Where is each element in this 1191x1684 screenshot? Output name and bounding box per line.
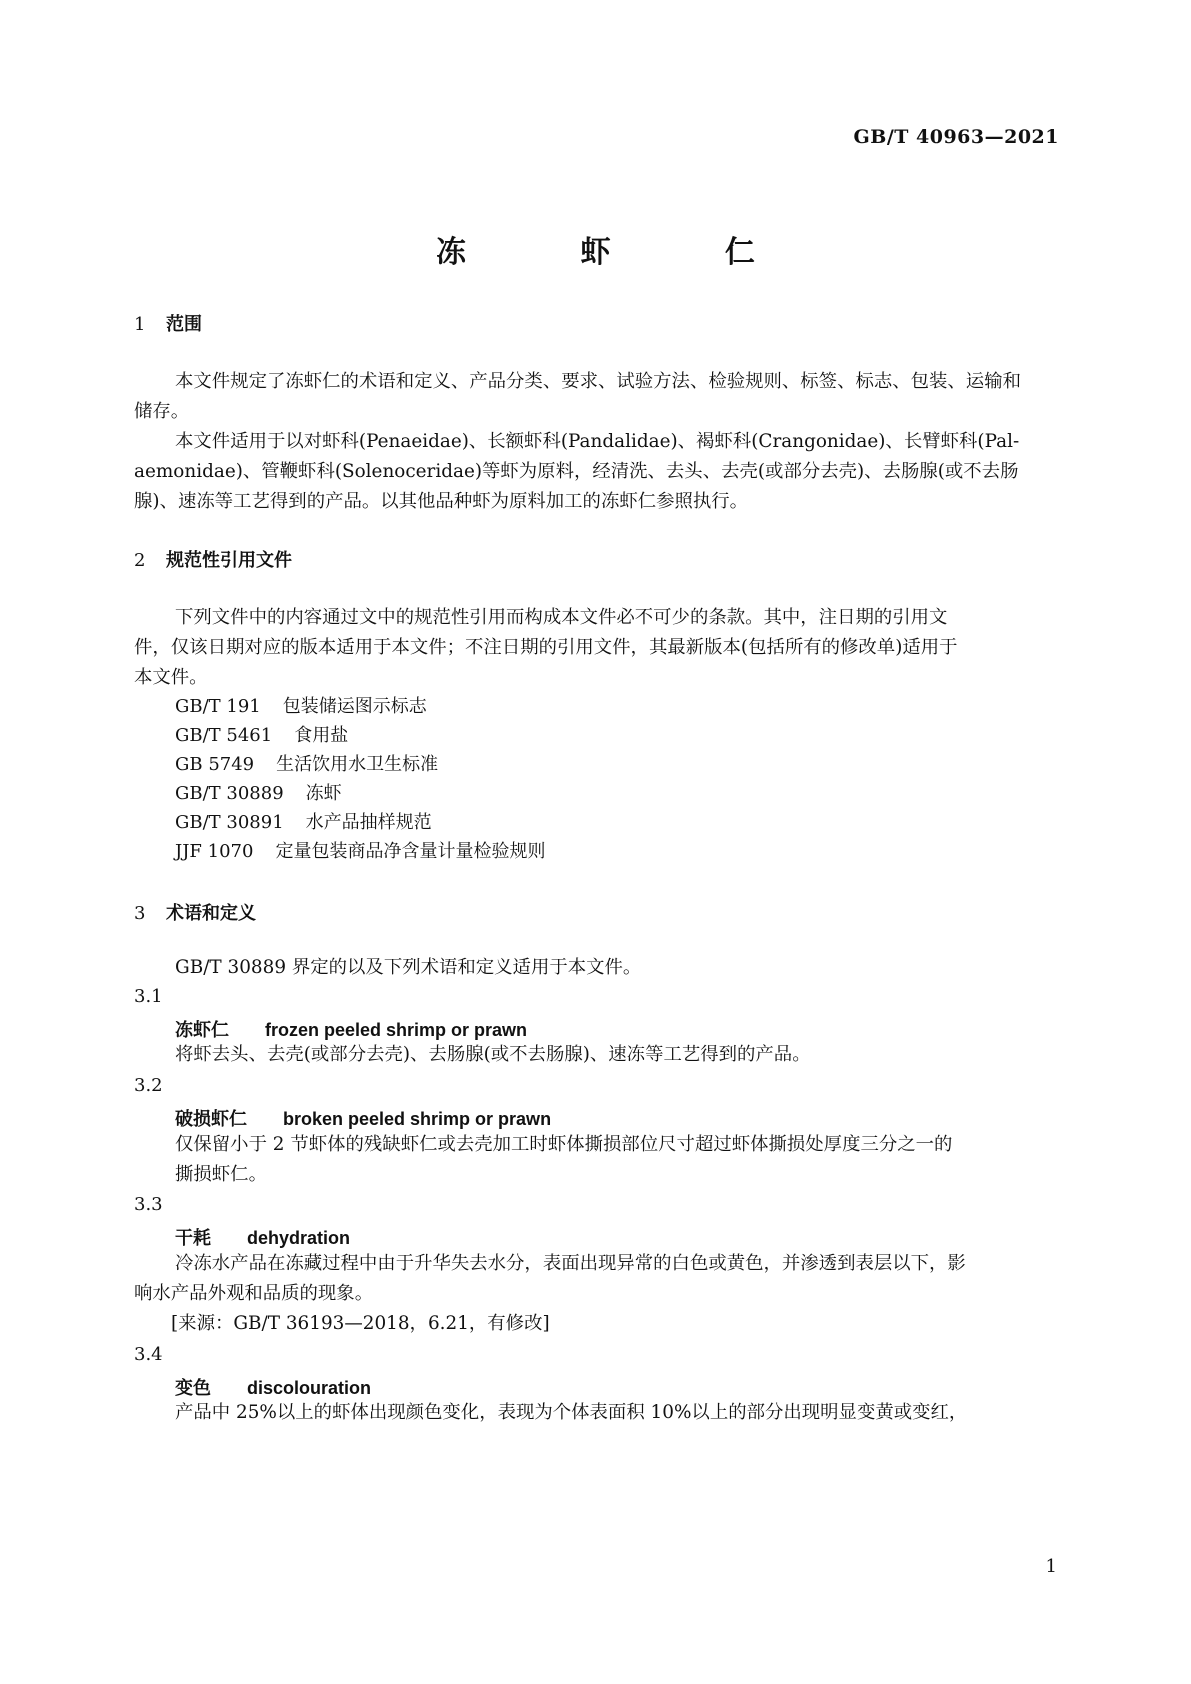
- term-en: frozen peeled shrimp or prawn: [265, 1020, 528, 1040]
- reference-code: GB/T 30889: [175, 783, 284, 804]
- reference-code: GB/T 30891: [175, 812, 284, 833]
- section-number: 2: [134, 550, 146, 571]
- section-title: 规范性引用文件: [166, 550, 292, 571]
- section-number: 1: [134, 314, 146, 335]
- reference-title: 冻虾: [305, 783, 342, 804]
- reference-title: 生活饮用水卫生标准: [276, 754, 439, 775]
- reference-title: 包装储运图示标志: [282, 696, 427, 717]
- term-zh: 变色: [175, 1378, 211, 1399]
- paragraph: 本文件适用于以对虾科(Penaeidae)、长额虾科(Pandalidae)、褐虾科(Crangonidae)、长臂虾科(Pal-: [175, 431, 1020, 452]
- reference-item: [175, 750, 438, 776]
- term-definition: 将虾去头、去壳(或部分去壳)、去肠腺(或不去肠腺)、速冻等工艺得到的产品。: [175, 1044, 811, 1065]
- reference-title: 水产品抽样规范: [305, 812, 432, 833]
- section-1-heading: [134, 310, 202, 336]
- section-title: 范围: [166, 314, 202, 335]
- reference-title: 定量包装商品净含量计量检验规则: [275, 841, 546, 862]
- reference-item: [175, 721, 348, 747]
- term-en: dehydration: [247, 1228, 351, 1248]
- term-number: 3.2: [134, 1075, 163, 1096]
- section-title: 术语和定义: [166, 903, 256, 924]
- term-definition: 撕损虾仁。: [175, 1164, 267, 1185]
- reference-code: GB/T 5461: [175, 725, 273, 746]
- paragraph: aemonidae)、管鞭虾科(Solenoceridae)等虾为原料，经清洗、去头、去壳(或部分去壳)、去肠腺(或不去肠: [134, 461, 1019, 482]
- term-definition: 冷冻水产品在冻藏过程中由于升华失去水分，表面出现异常的白色或黄色，并渗透到表层以下，影: [175, 1253, 966, 1274]
- reference-item: [175, 692, 427, 718]
- reference-item: [175, 779, 342, 805]
- paragraph: 件，仅该日期对应的版本适用于本文件；不注日期的引用文件，其最新版本(包括所有的修改单)适用于: [134, 637, 958, 658]
- term-number: 3.1: [134, 986, 163, 1007]
- reference-item: [175, 808, 432, 834]
- reference-code: GB/T 191: [175, 696, 261, 717]
- reference-item: [175, 837, 545, 863]
- term-heading: [175, 1105, 551, 1131]
- term-number: 3.3: [134, 1194, 163, 1215]
- term-zh: 破损虾仁: [175, 1109, 247, 1130]
- standard-code: GB/T 40963—2021: [853, 126, 1059, 148]
- reference-code: JJF 1070: [175, 841, 254, 862]
- section-2-heading: [134, 546, 292, 572]
- term-definition: 响水产品外观和品质的现象。: [134, 1283, 374, 1304]
- term-definition: 仅保留小于 2 节虾体的残缺虾仁或去壳加工时虾体撕损部位尺寸超过虾体撕损处厚度三分之一的: [175, 1134, 953, 1155]
- term-definition: 产品中 25%以上的虾体出现颜色变化，表现为个体表面积 10%以上的部分出现明显变黄或变红，: [175, 1402, 968, 1423]
- term-zh: 干耗: [175, 1228, 211, 1249]
- term-heading: [175, 1224, 350, 1250]
- paragraph: 腺)、速冻等工艺得到的产品。以其他品种虾为原料加工的冻虾仁参照执行。: [134, 491, 749, 512]
- paragraph: 本文件规定了冻虾仁的术语和定义、产品分类、要求、试验方法、检验规则、标签、标志、包装、运输和: [175, 371, 1021, 392]
- reference-code: GB 5749: [175, 754, 255, 775]
- paragraph: 本文件。: [134, 667, 208, 688]
- page-number: 1: [1045, 1556, 1057, 1577]
- section-number: 3: [134, 903, 146, 924]
- paragraph: GB/T 30889 界定的以及下列术语和定义适用于本文件。: [175, 957, 642, 978]
- term-source: [来源：GB/T 36193—2018，6.21，有修改]: [171, 1313, 550, 1334]
- paragraph: 下列文件中的内容通过文中的规范性引用而构成本文件必不可少的条款。其中，注日期的引用文: [175, 607, 948, 628]
- paragraph: 储存。: [134, 401, 190, 422]
- term-number: 3.4: [134, 1344, 163, 1365]
- term-en: discolouration: [247, 1378, 372, 1398]
- term-zh: 冻虾仁: [175, 1020, 229, 1041]
- section-3-heading: [134, 899, 256, 925]
- document-title: 冻 虾 仁: [436, 235, 807, 270]
- reference-title: 食用盐: [294, 725, 349, 746]
- term-en: broken peeled shrimp or prawn: [283, 1109, 552, 1129]
